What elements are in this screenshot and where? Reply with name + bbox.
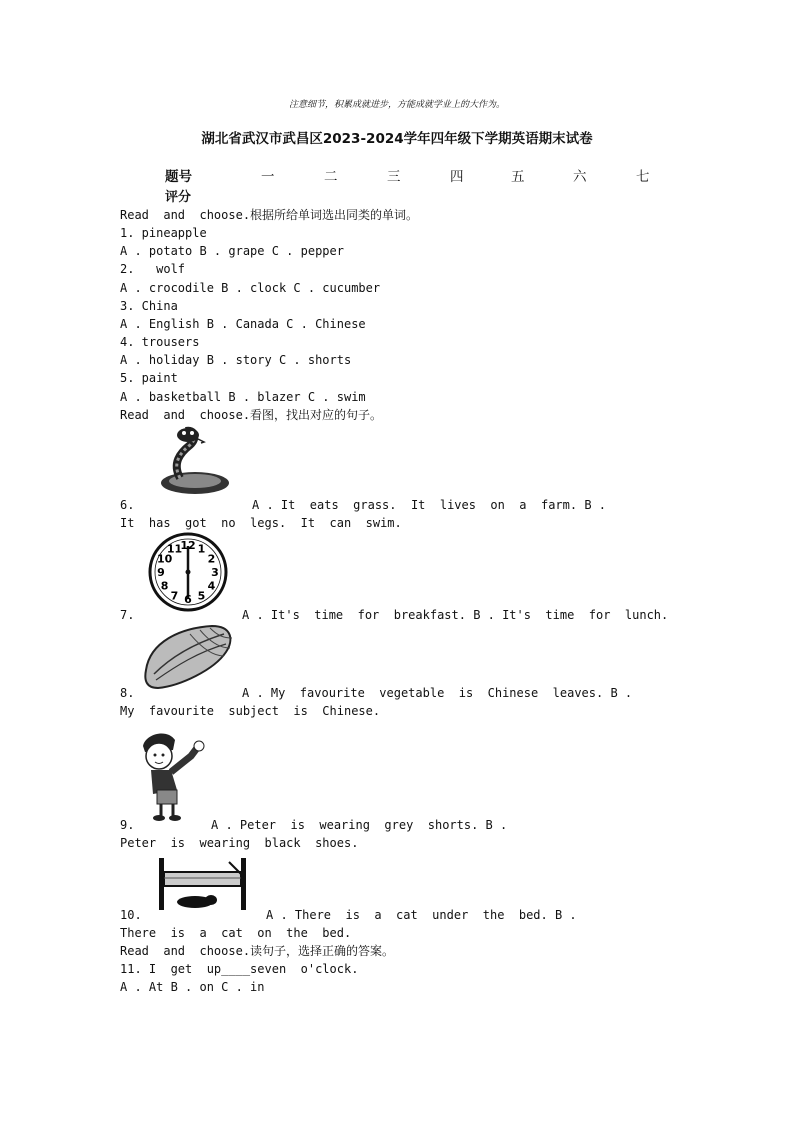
clock-number: 10 — [156, 552, 173, 566]
question-4-options: A . holiday B . story C . shorts — [120, 353, 352, 367]
section2-instruction: Read and choose.看图，找出对应的句子。 — [120, 408, 383, 422]
question-11-options: A . At B . on C . in — [120, 980, 265, 994]
score-col-7: 七 — [636, 169, 650, 185]
question-1-options: A . potato B . grape C . pepper — [120, 244, 344, 258]
boy-illustration — [137, 728, 213, 824]
score-col-5: 五 — [511, 169, 525, 185]
clock-number: 5 — [197, 589, 206, 603]
question-7-number: 7. — [120, 608, 135, 622]
question-9-option-b: Peter is wearing black shoes. — [120, 836, 359, 850]
question-6-option-a: A . It eats grass. It lives on a farm. B . — [252, 498, 607, 512]
question-5-options: A . basketball B . blazer C . swim — [120, 390, 366, 404]
score-col-2: 二 — [324, 169, 338, 185]
exam-motto: 注意细节，积累成就进步，方能成就学业上的大作为。 — [288, 100, 505, 110]
question-6-option-b: It has got no legs. It can swim. — [120, 516, 402, 530]
question-8-option-b: My favourite subject is Chinese. — [120, 704, 381, 718]
clock-number: 8 — [160, 579, 169, 593]
clock-number: 7 — [170, 589, 179, 603]
clock-number: 3 — [211, 566, 219, 579]
score-col-4: 四 — [450, 169, 464, 185]
clock-number: 6 — [184, 593, 192, 606]
question-5: 5. paint — [120, 371, 178, 385]
question-10-number: 10. — [120, 908, 142, 922]
clock-number: 2 — [207, 552, 216, 566]
question-10-option-b: There is a cat on the bed. — [120, 926, 352, 940]
exam-title: 湖北省武汉市武昌区2023-2024学年四年级下学期英语期末试卷 — [201, 131, 593, 147]
snake-illustration — [150, 423, 230, 498]
question-3-options: A . English B . Canada C . Chinese — [120, 317, 366, 331]
section3-instruction: Read and choose.读句子，选择正确的答案。 — [120, 944, 395, 958]
question-10-option-a: A . There is a cat under the bed. B . — [266, 908, 577, 922]
bed-illustration — [155, 858, 251, 910]
question-9-number: 9. — [120, 818, 135, 832]
question-2-options: A . crocodile B . clock C . cucumber — [120, 281, 381, 295]
score-col-6: 六 — [573, 169, 587, 185]
clock-number: 4 — [207, 579, 216, 593]
score-table-label: 题号 — [165, 169, 192, 185]
question-8-number: 8. — [120, 686, 135, 700]
clock-number: 1 — [197, 542, 206, 556]
question-4: 4. trousers — [120, 335, 200, 349]
section1-instruction: Read and choose.根据所给单词选出同类的单词。 — [120, 208, 419, 222]
question-3: 3. China — [120, 299, 178, 313]
clock-number: 9 — [157, 566, 165, 579]
question-1: 1. pineapple — [120, 226, 207, 240]
chinese-leaves-illustration — [140, 622, 236, 692]
question-6-number: 6. — [120, 498, 135, 512]
question-7-option-a: A . It's time for breakfast. B . It's time for lunch. — [242, 608, 669, 622]
clock-number: 12 — [180, 539, 196, 552]
question-8-option-a: A . My favourite vegetable is Chinese leaves. B . — [242, 686, 633, 700]
question-9-option-a: A . Peter is wearing grey shorts. B . — [211, 818, 508, 832]
score-col-3: 三 — [387, 169, 401, 185]
score-table-header-row — [0, 165, 794, 185]
score-row-label: 评分 — [165, 190, 192, 205]
clock-number: 11 — [166, 542, 183, 556]
question-11: 11. I get up____seven o'clock. — [120, 962, 359, 976]
clock-illustration — [146, 532, 232, 612]
question-2: 2. wolf — [120, 262, 186, 276]
score-col-1: 一 — [261, 169, 275, 185]
